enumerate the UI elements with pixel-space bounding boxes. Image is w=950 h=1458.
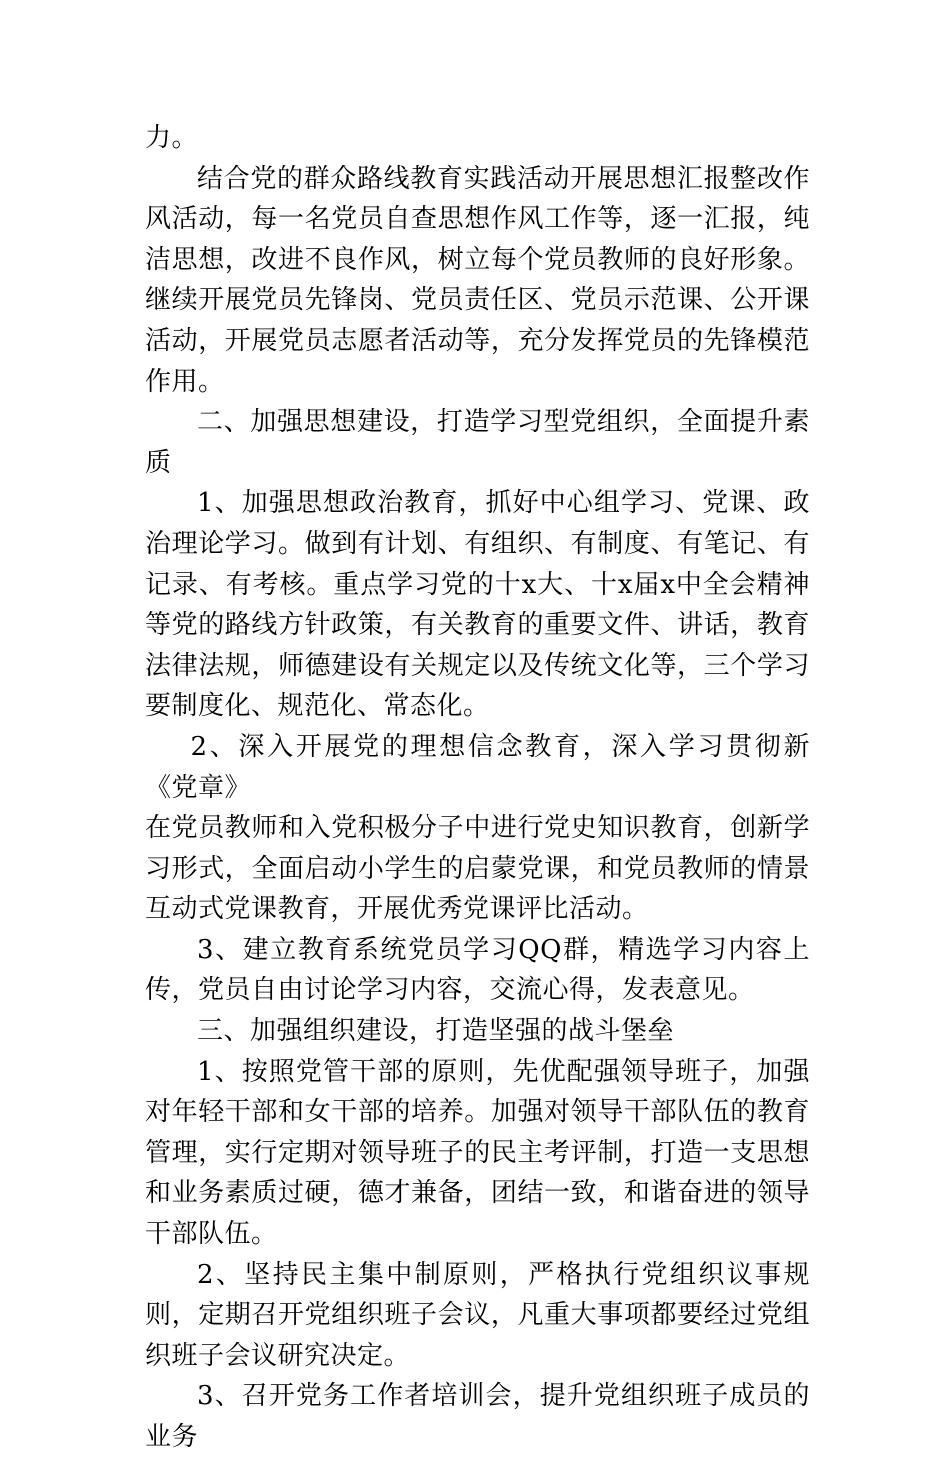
paragraph-item-2-3: 3、建立教育系统党员学习QQ群，精选学习内容上传，党员自由讨论学习内容，交流心得，发表意见。 [145,934,810,1006]
document-body [145,118,810,1458]
section-heading-2: 二、加强思想建设，打造学习型党组织，全面提升素质 [145,407,810,478]
paragraph-continuation: 力。 [145,123,199,153]
paragraph-item-3-1: 1、按照党管干部的原则，先优配强领导班子，加强对年轻干部和女干部的培养。加强对领导干部队伍的教育管理，实行定期对领导班子的民主考评制，打造一支思想和业务素质过硬，德才兼备，团结一致，和谐奋进的领导干部队伍。 [145,1056,810,1250]
paragraph-item-3-2: 2、坚持民主集中制原则，严格执行党组织议事规则，定期召开党组织班子会议，凡重大事项都要经过党组织班子会议研究决定。 [145,1259,810,1371]
paragraph-item-3-3: 3、召开党务工作者培训会，提升党组织班子成员的业务 [145,1381,810,1452]
paragraph-item-2-2: 2、深入开展党的理想信念教育，深入学习贯彻新《党章》 [145,731,810,803]
paragraph-item-2-2-continued: 在党员教师和入党积极分子中进行党史知识教育，创新学习形式，全面启动小学生的启蒙党课，和党员教师的情景互动式党课教育，开展优秀党课评比活动。 [145,813,810,925]
paragraph-item-2-1: 1、加强思想政治教育，抓好中心组学习、党课、政治理论学习。做到有计划、有组织、有制度、有笔记、有记录、有考核。重点学习党的十x大、十x届x中全会精神等党的路线方针政策，有关教育的重要文件、讲话，教育法律法规，师德建设有关规定以及传统文化等，三个学习要制度化、规范化、常态化。 [145,488,810,722]
section-heading-3: 三、加强组织建设，打造坚强的战斗堡垒 [197,1016,675,1047]
paragraph-rectification: 结合党的群众路线教育实践活动开展思想汇报整改作风活动，每一名党员自查思想作风工作等，逐一汇报，纯洁思想，改进不良作风，树立每个党员教师的良好形象。继续开展党员先锋岗、党员责任区、党员示范课、公开课活动，开展党员志愿者活动等，充分发挥党员的先锋模范作用。 [145,163,810,397]
